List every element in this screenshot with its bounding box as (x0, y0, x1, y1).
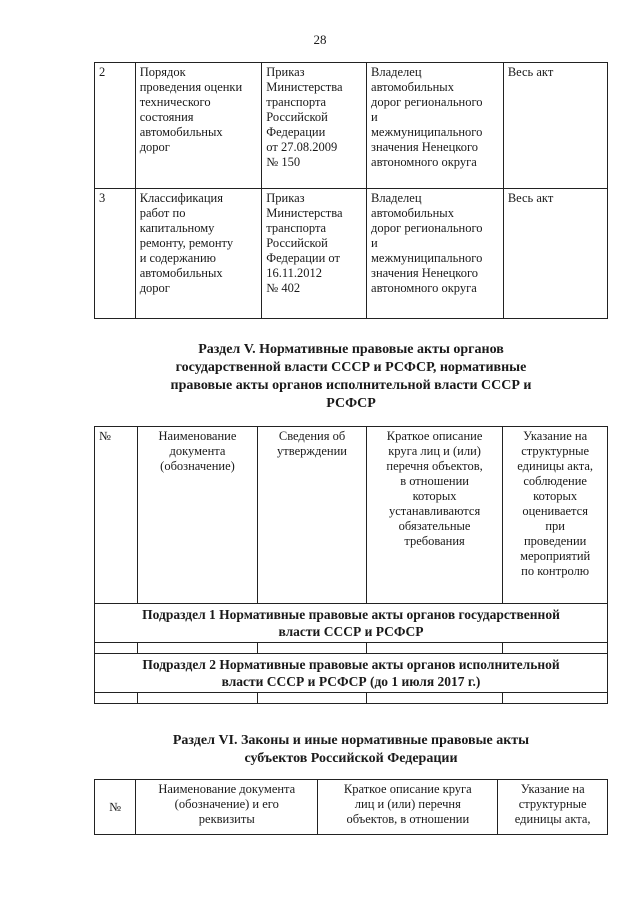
text-line: реквизиты (198, 812, 255, 826)
text-line: круга лиц и (или) (388, 444, 481, 458)
text-line: транспорта (266, 221, 327, 235)
text-line: и (371, 236, 378, 250)
text-line: 16.11.2012 (266, 266, 323, 280)
text-line: утверждении (277, 444, 347, 458)
empty-row (95, 643, 608, 654)
text-line: структурные (518, 797, 587, 811)
text-line: дорог регионального (371, 221, 483, 235)
text-line: в отношении (400, 474, 469, 488)
text-line: структурные (521, 444, 590, 458)
text-line: Владелец (371, 65, 422, 79)
text-line: требования (404, 534, 465, 548)
text-line: Раздел VI. Законы и иные нормативные правовые акты (172, 733, 530, 748)
text-line: Классификация (139, 191, 223, 205)
text-line: при (545, 519, 565, 533)
text-line: проведении (523, 534, 587, 548)
act-scope: Весь акт (503, 63, 607, 189)
text-line: автономного округа (371, 155, 477, 169)
text-line: межмуниципального (371, 251, 483, 265)
header-description (318, 780, 498, 835)
text-line: проведения оценки (139, 80, 243, 94)
empty-row (95, 693, 608, 704)
subsection-2-title (95, 654, 608, 693)
text-line: и (371, 110, 378, 124)
subsection-2-row (95, 654, 608, 693)
text-line: Указание на (523, 429, 588, 443)
text-line: дорог регионального (371, 95, 483, 109)
text-line: Министерства (266, 206, 343, 220)
act-owner (367, 189, 504, 319)
table-road-acts (94, 62, 608, 319)
text-line: Российской (266, 110, 328, 124)
text-line: мероприятий (520, 549, 591, 563)
text-line: Владелец (371, 191, 422, 205)
table-section-5 (94, 426, 608, 704)
text-line: оценивается (522, 504, 588, 518)
header-num: № (95, 780, 136, 835)
text-line: № 150 (266, 155, 301, 169)
header-name (136, 780, 318, 835)
act-name (135, 189, 262, 319)
text-line: Порядок (139, 65, 186, 79)
text-line: которых (533, 489, 578, 503)
text-line: Указание на (520, 782, 585, 796)
text-line: № 402 (266, 281, 301, 295)
text-line: власти СССР и РСФСР (до 1 июля 2017 г.) (221, 674, 481, 689)
text-line: от 27.08.2009 (266, 140, 338, 154)
text-line: государственной власти СССР и РСФСР, нормативные (175, 360, 527, 375)
text-line: транспорта (266, 95, 327, 109)
text-line: Федерации (266, 125, 326, 139)
section-5-title (94, 341, 608, 413)
section-6-title (94, 732, 608, 768)
act-scope: Весь акт (503, 189, 607, 319)
table-row (95, 63, 608, 189)
text-line: Краткое описание круга (343, 782, 472, 796)
text-line: значения Ненецкого (371, 140, 479, 154)
text-line: объектов, в отношении (346, 812, 470, 826)
text-line: правовые акты органов исполнительной власти СССР и (170, 378, 532, 393)
act-order (262, 189, 367, 319)
text-line: Краткое описание (386, 429, 483, 443)
text-line: соблюдение (523, 474, 587, 488)
text-line: единицы акта, (517, 459, 594, 473)
text-line: Сведения об (278, 429, 346, 443)
header-approval (258, 427, 367, 604)
row-number: 2 (95, 63, 136, 189)
text-line: РСФСР (326, 396, 376, 411)
text-line: автомобильных (139, 266, 223, 280)
header-name (137, 427, 258, 604)
text-line: технического (139, 95, 211, 109)
text-line: по контролю (521, 564, 590, 578)
act-name (135, 63, 262, 189)
text-line: лиц и (или) перечня (354, 797, 461, 811)
text-line: обязательные (398, 519, 471, 533)
text-line: Наименование документа (158, 782, 296, 796)
table-row (95, 189, 608, 319)
text-line: автомобильных (139, 125, 223, 139)
text-line: власти СССР и РСФСР (278, 624, 424, 639)
text-line: капитальному (139, 221, 215, 235)
subsection-1-row (95, 604, 608, 643)
text-line: Подраздел 1 Нормативные правовые акты органов государственной (142, 607, 560, 622)
header-indication (503, 427, 608, 604)
text-line: состояния (139, 110, 194, 124)
row-number: 3 (95, 189, 136, 319)
page-number: 28 (313, 32, 327, 47)
header-num: № (95, 427, 138, 604)
text-line: автомобильных (371, 206, 454, 220)
text-line: Приказ (266, 191, 305, 205)
table-header-row (95, 780, 608, 835)
text-line: дорог (139, 140, 170, 154)
text-line: автономного округа (371, 281, 477, 295)
header-description (366, 427, 503, 604)
header-indication (498, 780, 608, 835)
text-line: субъектов Российской Федерации (244, 751, 458, 766)
table-header-row (95, 427, 608, 604)
text-line: которых (412, 489, 457, 503)
text-line: Подраздел 2 Нормативные правовые акты органов исполнительной (142, 657, 560, 672)
text-line: устанавливаются (388, 504, 481, 518)
text-line: и содержанию (139, 251, 216, 265)
table-section-6 (94, 779, 608, 835)
text-line: Приказ (266, 65, 305, 79)
text-line: Российской (266, 236, 328, 250)
text-line: Наименование (158, 429, 237, 443)
text-line: (обозначение) (160, 459, 235, 473)
text-line: межмуниципального (371, 125, 483, 139)
text-line: перечня объектов, (386, 459, 483, 473)
text-line: дорог (139, 281, 170, 295)
act-order (262, 63, 367, 189)
text-line: единицы акта, (514, 812, 591, 826)
text-line: ремонту, ремонту (139, 236, 234, 250)
text-line: документа (169, 444, 226, 458)
text-line: значения Ненецкого (371, 266, 479, 280)
text-line: Федерации от (266, 251, 340, 265)
text-line: Министерства (266, 80, 343, 94)
subsection-1-title (95, 604, 608, 643)
text-line: автомобильных (371, 80, 454, 94)
text-line: (обозначение) и его (174, 797, 279, 811)
text-line: работ по (139, 206, 186, 220)
act-owner (367, 63, 504, 189)
text-line: Раздел V. Нормативные правовые акты органов (198, 342, 504, 357)
